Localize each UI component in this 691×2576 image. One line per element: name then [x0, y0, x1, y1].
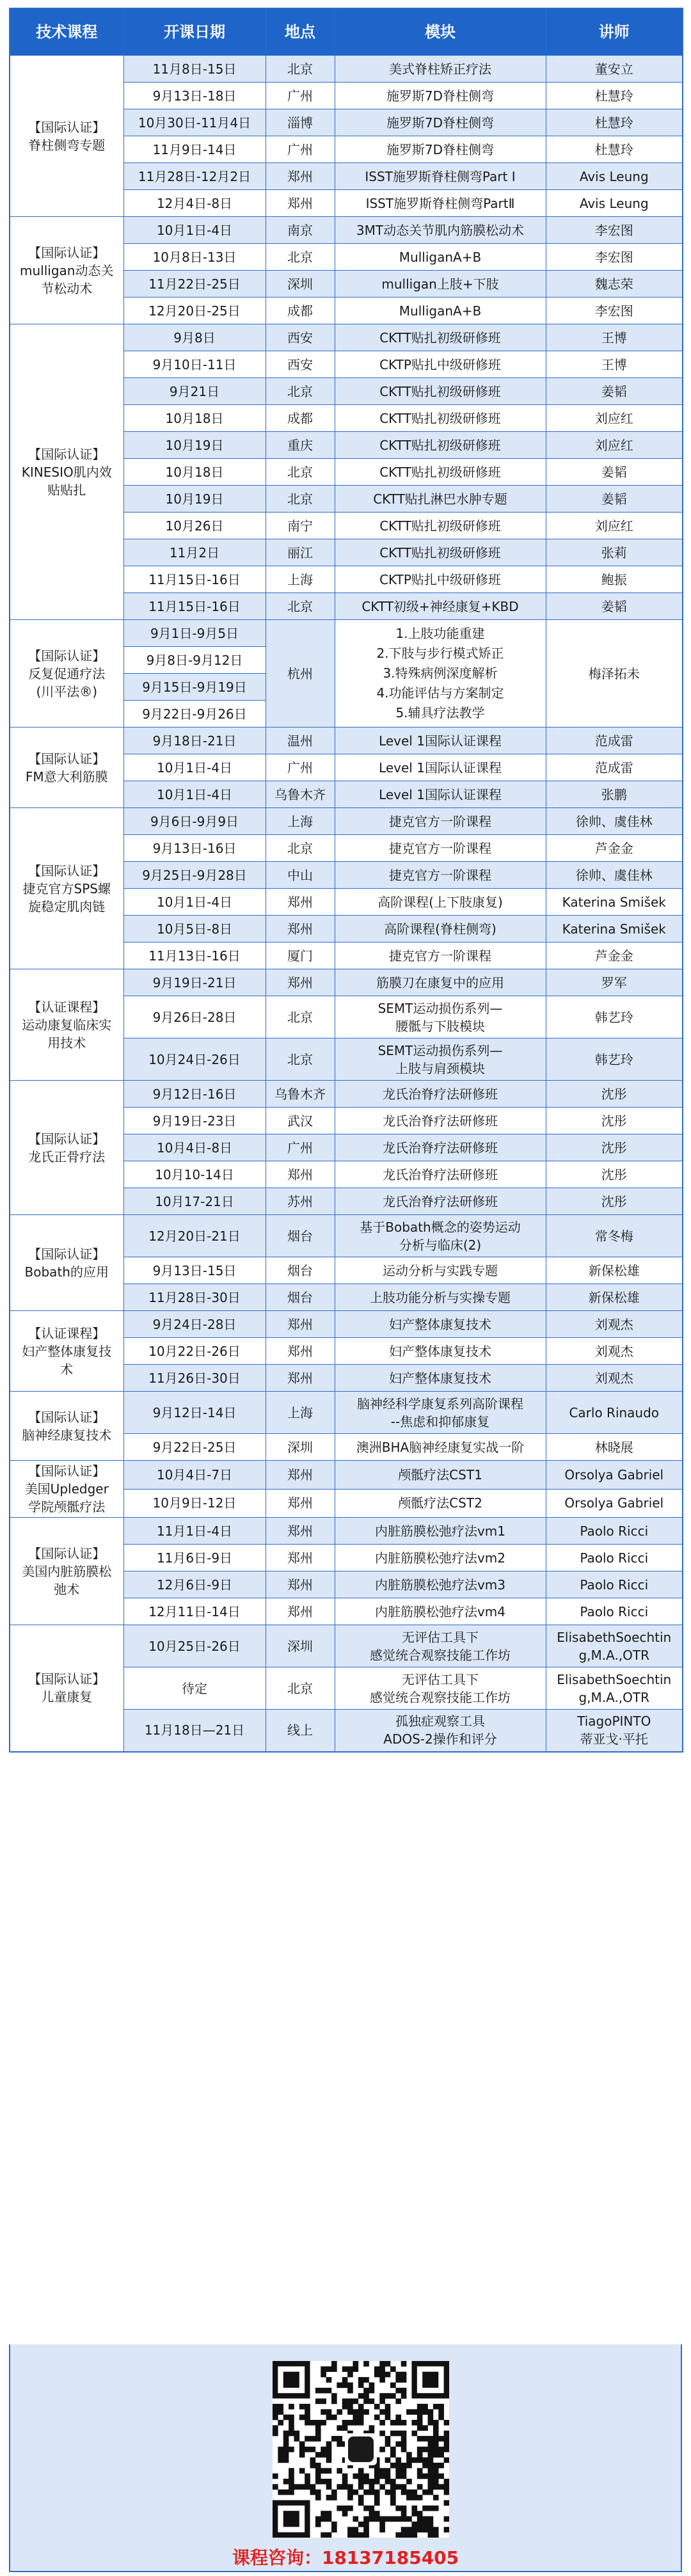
teacher-cell: 刘观杰	[546, 1311, 683, 1338]
location-cell: 重庆	[266, 432, 335, 459]
module-cell: Level 1国际认证课程	[335, 727, 546, 754]
table-row	[10, 1392, 683, 1434]
location-cell: 乌鲁木齐	[266, 1081, 335, 1108]
location-cell: 淄博	[266, 109, 335, 136]
module-cell: 捷克官方一阶课程	[335, 835, 546, 862]
teacher-cell: 芦金金	[546, 942, 683, 969]
location-cell: 上海	[266, 566, 335, 593]
teacher-cell: 韩艺玲	[546, 1038, 683, 1081]
table-row	[10, 1081, 683, 1108]
course-schedule-table	[9, 8, 683, 1753]
teacher-cell: 沈彤	[546, 1134, 683, 1161]
teacher-cell: 林晓展	[546, 1434, 683, 1461]
location-cell: 广州	[266, 83, 335, 109]
header-location: 地点	[266, 8, 335, 56]
date-cell: 11月18日—21日	[123, 1710, 266, 1752]
date-cell: 9月12日-16日	[123, 1081, 266, 1108]
header-row	[10, 8, 683, 56]
module-cell: 澳洲BHA脑神经康复实战一阶	[335, 1434, 546, 1461]
location-cell: 郑州	[266, 1311, 335, 1338]
teacher-cell: Katerina Smišek	[546, 916, 683, 942]
teacher-cell: 沈彤	[546, 1161, 683, 1188]
teacher-cell: 姜韬	[546, 459, 683, 486]
teacher-cell: Orsolya Gabriel	[546, 1489, 683, 1518]
module-cell: 施罗斯7D脊柱侧弯	[335, 136, 546, 163]
date-cell: 10月8日-13日	[123, 244, 266, 271]
table-row	[10, 620, 683, 647]
teacher-cell: 鲍振	[546, 566, 683, 593]
module-cell: CKTP贴扎中级研修班	[335, 566, 546, 593]
location-cell: 武汉	[266, 1108, 335, 1134]
date-cell: 11月8日-15日	[123, 56, 266, 83]
table-row	[10, 324, 683, 351]
teacher-cell: 王博	[546, 351, 683, 378]
location-cell: 北京	[266, 996, 335, 1038]
teacher-cell: Paolo Ricci	[546, 1598, 683, 1625]
teacher-cell: 刘观杰	[546, 1365, 683, 1392]
teacher-cell: 徐帅、虞佳林	[546, 808, 683, 835]
date-cell: 11月28日-12月2日	[123, 163, 266, 190]
table-row	[10, 1311, 683, 1338]
teacher-cell: 新保松雄	[546, 1284, 683, 1311]
module-list-item: 5.辅具疗法教学	[395, 705, 485, 720]
teacher-cell: ElisabethSoechtin g,M.A.,OTR	[546, 1667, 683, 1710]
location-cell: 郑州	[266, 1518, 335, 1545]
location-cell: 温州	[266, 727, 335, 754]
teacher-cell: TiagoPINTO 蒂亚戈·平托	[546, 1710, 683, 1752]
date-cell: 10月5日-8日	[123, 916, 266, 942]
module-cell: 龙氏治脊疗法研修班	[335, 1081, 546, 1108]
module-cell: CKTT贴扎初级研修班	[335, 513, 546, 539]
course-name-cell: 【认证课程】 运动康复临床实 用技术	[10, 969, 123, 1081]
course-name-cell: 【认证课程】 妇产整体康复技 术	[10, 1311, 123, 1392]
table-row	[10, 1625, 683, 1667]
teacher-cell: Avis Leung	[546, 163, 683, 190]
course-name-cell: 【国际认证】 KINESIO肌内效 贴贴扎	[10, 324, 123, 620]
module-cell: 高阶课程(脊柱侧弯)	[335, 916, 546, 942]
consult-phone[interactable]: 课程咨询：18137185405	[232, 2547, 459, 2568]
date-cell: 10月1日-4日	[123, 217, 266, 244]
module-cell: 筋膜刀在康复中的应用	[335, 969, 546, 996]
header-module: 模块	[335, 8, 546, 56]
teacher-cell: Paolo Ricci	[546, 1571, 683, 1598]
location-cell: 南京	[266, 217, 335, 244]
table-row	[10, 1518, 683, 1545]
module-list-item: 3.特殊病例深度解析	[383, 665, 498, 681]
date-cell: 待定	[123, 1667, 266, 1710]
module-cell: CKTT贴扎初级研修班	[335, 539, 546, 566]
location-cell: 烟台	[266, 1284, 335, 1311]
location-cell: 烟台	[266, 1215, 335, 1257]
location-cell: 乌鲁木齐	[266, 781, 335, 808]
module-cell: ISST施罗斯脊柱侧弯PartⅡ	[335, 190, 546, 217]
location-cell: 郑州	[266, 1489, 335, 1518]
date-cell: 11月15日-16日	[123, 566, 266, 593]
teacher-cell: Katerina Smišek	[546, 889, 683, 916]
date-cell: 11月2日	[123, 539, 266, 566]
module-cell: 孤独症观察工具 ADOS-2操作和评分	[335, 1710, 546, 1752]
module-list-item: 1.上肢功能重建	[395, 626, 485, 641]
module-cell: SEMT运动损伤系列— 上肢与肩颈模块	[335, 1038, 546, 1081]
teacher-cell: 杜慧玲	[546, 136, 683, 163]
module-cell: mulligan上肢+下肢	[335, 271, 546, 298]
date-cell: 10月1日-4日	[123, 781, 266, 808]
module-cell: CKTT贴扎初级研修班	[335, 432, 546, 459]
location-cell: 北京	[266, 459, 335, 486]
date-cell: 11月9日-14日	[123, 136, 266, 163]
date-cell: 9月22日-9月26日	[123, 701, 266, 727]
location-cell: 西安	[266, 351, 335, 378]
date-cell: 10月22日-26日	[123, 1338, 266, 1365]
header-course: 技术课程	[10, 8, 123, 56]
teacher-cell: 魏志荣	[546, 271, 683, 298]
teacher-cell: 范成雷	[546, 754, 683, 781]
module-cell: 颅骶疗法CST2	[335, 1489, 546, 1518]
location-cell: 郑州	[266, 916, 335, 942]
table-row	[10, 808, 683, 835]
module-cell: CKTT贴扎淋巴水肿专题	[335, 486, 546, 513]
teacher-cell: 梅泽拓未	[546, 620, 683, 727]
date-cell: 12月20日-21日	[123, 1215, 266, 1257]
location-cell: 北京	[266, 244, 335, 271]
module-cell: MulliganA+B	[335, 298, 546, 324]
location-cell: 北京	[266, 835, 335, 862]
module-cell: 上肢功能分析与实操专题	[335, 1284, 546, 1311]
course-name-cell: 【国际认证】 FM意大利筋膜	[10, 727, 123, 808]
module-cell: 妇产整体康复技术	[335, 1311, 546, 1338]
wechat-qr-icon[interactable]	[273, 2361, 449, 2538]
module-cell: SEMT运动损伤系列— 腰骶与下肢模块	[335, 996, 546, 1038]
date-cell: 10月26日	[123, 513, 266, 539]
course-name-cell: 【国际认证】 儿童康复	[10, 1625, 123, 1752]
date-cell: 10月25日-26日	[123, 1625, 266, 1667]
teacher-cell: 新保松雄	[546, 1257, 683, 1284]
course-name-cell: 【国际认证】 龙氏正骨疗法	[10, 1081, 123, 1215]
location-cell: 北京	[266, 486, 335, 513]
date-cell: 9月13日-16日	[123, 835, 266, 862]
location-cell: 成都	[266, 405, 335, 432]
date-cell: 11月26日-30日	[123, 1365, 266, 1392]
teacher-cell: 沈彤	[546, 1081, 683, 1108]
teacher-cell: 姜韬	[546, 378, 683, 405]
date-cell: 9月13日-15日	[123, 1257, 266, 1284]
date-cell: 9月8日	[123, 324, 266, 351]
teacher-cell: 李宏图	[546, 217, 683, 244]
module-cell: Level 1国际认证课程	[335, 781, 546, 808]
location-cell: 郑州	[266, 163, 335, 190]
location-cell: 中山	[266, 862, 335, 889]
location-cell: 厦门	[266, 942, 335, 969]
date-cell: 11月15日-16日	[123, 593, 266, 620]
module-cell: 龙氏治脊疗法研修班	[335, 1161, 546, 1188]
course-name-cell: 【国际认证】 脑神经康复技术	[10, 1392, 123, 1461]
date-cell: 12月11日-14日	[123, 1598, 266, 1625]
date-cell: 9月25日-9月28日	[123, 862, 266, 889]
teacher-cell: 罗军	[546, 969, 683, 996]
date-cell: 10月18日	[123, 459, 266, 486]
course-name-cell: 【国际认证】 Bobath的应用	[10, 1215, 123, 1311]
course-name-cell: 【国际认证】 脊柱侧弯专题	[10, 56, 123, 217]
date-cell: 12月20日-25日	[123, 298, 266, 324]
contact-panel	[9, 2344, 682, 2572]
module-cell: 无评估工具下 感觉统合观察技能工作坊	[335, 1625, 546, 1667]
header-teacher: 讲师	[546, 8, 683, 56]
teacher-cell: 刘应红	[546, 513, 683, 539]
module-cell: 内脏筋膜松弛疗法vm1	[335, 1518, 546, 1545]
module-list-item: 2.下肢与步行模式矫正	[376, 646, 504, 661]
module-cell: 妇产整体康复技术	[335, 1338, 546, 1365]
location-cell: 成都	[266, 298, 335, 324]
location-cell: 北京	[266, 56, 335, 83]
module-cell: CKTT贴扎初级研修班	[335, 459, 546, 486]
date-cell: 9月21日	[123, 378, 266, 405]
date-cell: 9月22日-25日	[123, 1434, 266, 1461]
teacher-cell: 姜韬	[546, 593, 683, 620]
course-name-cell: 【国际认证】 mulligan动态关 节松动术	[10, 217, 123, 324]
location-cell: 丽江	[266, 539, 335, 566]
location-cell: 北京	[266, 1667, 335, 1710]
module-cell: CKTT贴扎初级研修班	[335, 405, 546, 432]
table-row	[10, 969, 683, 996]
date-cell: 9月15日-9月19日	[123, 674, 266, 701]
teacher-cell: 刘观杰	[546, 1338, 683, 1365]
location-cell: 上海	[266, 1392, 335, 1434]
teacher-cell: 沈彤	[546, 1108, 683, 1134]
date-cell: 9月12日-14日	[123, 1392, 266, 1434]
date-cell: 9月18日-21日	[123, 727, 266, 754]
date-cell: 12月4日-8日	[123, 190, 266, 217]
location-cell: 深圳	[266, 271, 335, 298]
module-cell: CKTT贴扎初级研修班	[335, 324, 546, 351]
location-cell: 广州	[266, 136, 335, 163]
module-cell: CKTT贴扎初级研修班	[335, 378, 546, 405]
date-cell: 9月26日-28日	[123, 996, 266, 1038]
location-cell: 北京	[266, 1038, 335, 1081]
module-cell: 龙氏治脊疗法研修班	[335, 1108, 546, 1134]
module-cell: 颅骶疗法CST1	[335, 1461, 546, 1490]
date-cell: 9月19日-21日	[123, 969, 266, 996]
module-cell: 美式脊柱矫正疗法	[335, 56, 546, 83]
teacher-cell: Avis Leung	[546, 190, 683, 217]
module-cell: 无评估工具下 感觉统合观察技能工作坊	[335, 1667, 546, 1710]
date-cell: 10月30日-11月4日	[123, 109, 266, 136]
course-name-cell: 【国际认证】 反复促通疗法 (川平法®)	[10, 620, 123, 727]
date-cell: 10月10-14日	[123, 1161, 266, 1188]
module-cell: 施罗斯7D脊柱侧弯	[335, 83, 546, 109]
module-cell: 内脏筋膜松弛疗法vm3	[335, 1571, 546, 1598]
date-cell: 9月1日-9月5日	[123, 620, 266, 647]
date-cell: 9月8日-9月12日	[123, 647, 266, 674]
schedule-wrapper	[9, 8, 682, 1753]
table-row	[10, 1215, 683, 1257]
date-cell: 9月6日-9月9日	[123, 808, 266, 835]
location-cell: 郑州	[266, 1365, 335, 1392]
module-cell: 脑神经科学康复系列高阶课程 --焦虑和抑郁康复	[335, 1392, 546, 1434]
location-cell: 西安	[266, 324, 335, 351]
module-cell: 高阶课程(上下肢康复)	[335, 889, 546, 916]
module-cell: 龙氏治脊疗法研修班	[335, 1188, 546, 1215]
date-cell: 11月1日-4日	[123, 1518, 266, 1545]
teacher-cell: 杜慧玲	[546, 83, 683, 109]
location-cell: 上海	[266, 808, 335, 835]
teacher-cell: 杜慧玲	[546, 109, 683, 136]
teacher-cell: 徐帅、虞佳林	[546, 862, 683, 889]
teacher-cell: 姜韬	[546, 486, 683, 513]
date-cell: 9月13日-18日	[123, 83, 266, 109]
teacher-cell: 王博	[546, 324, 683, 351]
module-cell: ISST施罗斯脊柱侧弯Part Ⅰ	[335, 163, 546, 190]
teacher-cell: 芦金金	[546, 835, 683, 862]
location-cell: 杭州	[266, 620, 335, 727]
module-cell: 捷克官方一阶课程	[335, 808, 546, 835]
course-name-cell: 【国际认证】 美国内脏筋膜松 弛术	[10, 1518, 123, 1625]
location-cell: 郑州	[266, 889, 335, 916]
location-cell: 苏州	[266, 1188, 335, 1215]
date-cell: 11月28日-30日	[123, 1284, 266, 1311]
module-cell: 捷克官方一阶课程	[335, 862, 546, 889]
teacher-cell: Orsolya Gabriel	[546, 1461, 683, 1490]
module-cell: 3MT动态关节肌内筋膜松动术	[335, 217, 546, 244]
teacher-cell: 李宏图	[546, 298, 683, 324]
location-cell: 郑州	[266, 1161, 335, 1188]
module-cell: 内脏筋膜松弛疗法vm2	[335, 1545, 546, 1571]
module-cell: 基于Bobath概念的姿势运动 分析与临床(2)	[335, 1215, 546, 1257]
date-cell: 9月10日-11日	[123, 351, 266, 378]
date-cell: 9月19日-23日	[123, 1108, 266, 1134]
module-cell: MulliganA+B	[335, 244, 546, 271]
date-cell: 10月9日-12日	[123, 1489, 266, 1518]
header-date: 开课日期	[123, 8, 266, 56]
teacher-cell: 刘应红	[546, 405, 683, 432]
wechat-logo-icon	[345, 2433, 377, 2465]
module-cell: 施罗斯7D脊柱侧弯	[335, 109, 546, 136]
table-row	[10, 217, 683, 244]
module-cell: 妇产整体康复技术	[335, 1365, 546, 1392]
location-cell: 郑州	[266, 1338, 335, 1365]
table-row	[10, 1461, 683, 1490]
table-row	[10, 56, 683, 83]
date-cell: 10月17-21日	[123, 1188, 266, 1215]
teacher-cell: 李宏图	[546, 244, 683, 271]
location-cell: 北京	[266, 378, 335, 405]
location-cell: 郑州	[266, 969, 335, 996]
module-cell: 龙氏治脊疗法研修班	[335, 1134, 546, 1161]
location-cell: 广州	[266, 754, 335, 781]
module-cell: CKTP贴扎中级研修班	[335, 351, 546, 378]
course-name-cell: 【国际认证】 美国Upledger 学院颅骶疗法	[10, 1461, 123, 1518]
teacher-cell: 董安立	[546, 56, 683, 83]
teacher-cell: 韩艺玲	[546, 996, 683, 1038]
teacher-cell: Paolo Ricci	[546, 1518, 683, 1545]
location-cell: 郑州	[266, 1598, 335, 1625]
date-cell: 12月6日-9日	[123, 1571, 266, 1598]
teacher-cell: 刘应红	[546, 432, 683, 459]
location-cell: 郑州	[266, 190, 335, 217]
teacher-cell: 张鹏	[546, 781, 683, 808]
course-name-cell: 【国际认证】 捷克官方SPS螺 旋稳定肌肉链	[10, 808, 123, 969]
module-cell: Level 1国际认证课程	[335, 754, 546, 781]
teacher-cell: 沈彤	[546, 1188, 683, 1215]
date-cell: 10月24日-26日	[123, 1038, 266, 1081]
teacher-cell: 范成雷	[546, 727, 683, 754]
location-cell: 郑州	[266, 1461, 335, 1490]
teacher-cell: Carlo Rinaudo	[546, 1392, 683, 1434]
location-cell: 郑州	[266, 1571, 335, 1598]
teacher-cell: 张莉	[546, 539, 683, 566]
date-cell: 10月19日	[123, 432, 266, 459]
table-row	[10, 727, 683, 754]
module-cell: 内脏筋膜松弛疗法vm4	[335, 1598, 546, 1625]
date-cell: 10月4日-7日	[123, 1461, 266, 1490]
teacher-cell: ElisabethSoechtin g,M.A.,OTR	[546, 1625, 683, 1667]
module-cell: CKTT初级+神经康复+KBD	[335, 593, 546, 620]
location-cell: 南宁	[266, 513, 335, 539]
location-cell: 北京	[266, 593, 335, 620]
location-cell: 广州	[266, 1134, 335, 1161]
date-cell: 11月13日-16日	[123, 942, 266, 969]
date-cell: 10月19日	[123, 486, 266, 513]
date-cell: 10月4日-8日	[123, 1134, 266, 1161]
location-cell: 郑州	[266, 1545, 335, 1571]
module-cell: 运动分析与实践专题	[335, 1257, 546, 1284]
module-list-cell	[335, 620, 546, 727]
module-list-item: 4.功能评估与方案制定	[376, 685, 504, 701]
teacher-cell: Paolo Ricci	[546, 1545, 683, 1571]
location-cell: 线上	[266, 1710, 335, 1752]
date-cell: 10月1日-4日	[123, 754, 266, 781]
date-cell: 11月22日-25日	[123, 271, 266, 298]
module-cell: 捷克官方一阶课程	[335, 942, 546, 969]
date-cell: 11月6日-9日	[123, 1545, 266, 1571]
location-cell: 深圳	[266, 1434, 335, 1461]
schedule-body	[10, 56, 683, 1752]
date-cell: 9月24日-28日	[123, 1311, 266, 1338]
location-cell: 烟台	[266, 1257, 335, 1284]
date-cell: 10月1日-4日	[123, 889, 266, 916]
location-cell: 深圳	[266, 1625, 335, 1667]
date-cell: 10月18日	[123, 405, 266, 432]
teacher-cell: 常冬梅	[546, 1215, 683, 1257]
